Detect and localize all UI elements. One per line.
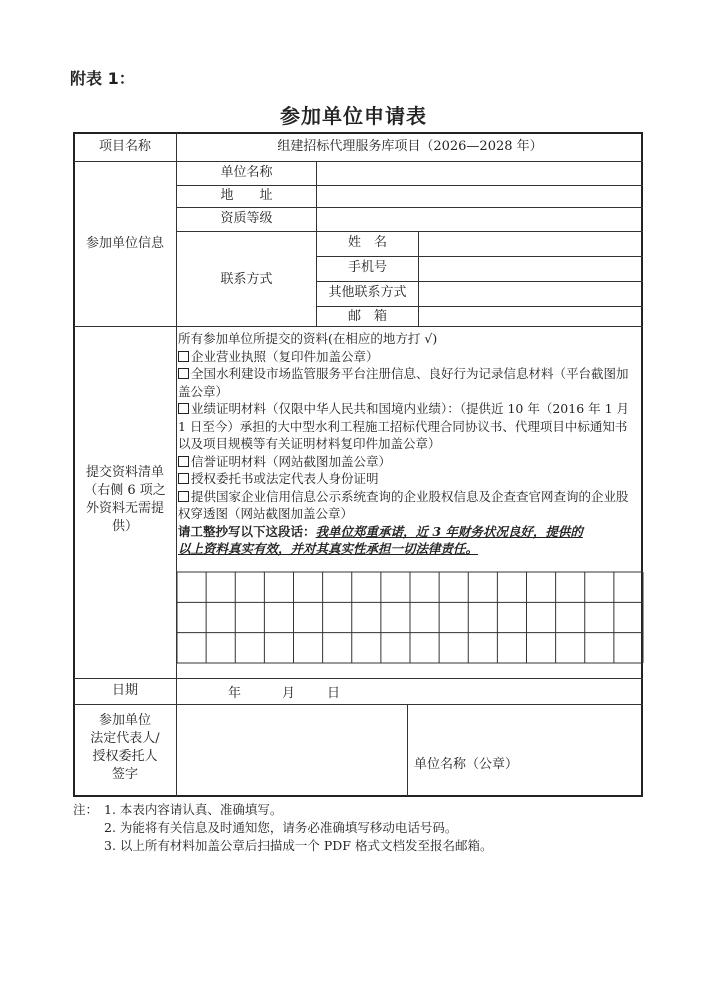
checkbox-icon[interactable] [178,368,189,379]
row-divider [74,704,643,705]
checkbox-icon[interactable] [178,491,189,502]
project-name-value: 组建招标代理服务库项目（2026—2028 年） [277,139,543,154]
form-title: 参加单位申请表 [280,104,427,128]
material-item[interactable]: 提供国家企业信用信息公示系统查询的企业股权信息及企查查官网查询的企业股权穿透图（网站截图加盖公章） [178,488,629,521]
material-item[interactable]: 业绩证明材料（仅限中华人民共和国境内业绩）：（提供近 10 年（2016 年 1 月 1 日至今）承担的大中型水利工程施工招标代理合同协议书、代理项目中标通知书以及项目规模等有关证明材料复印件加盖公章） [178,401,630,451]
address-label: 地 址 [220,188,273,203]
row-divider [74,678,643,679]
seal-label: 单位名称（公章） [414,757,519,772]
note-item: 3. 以上所有材料加盖公章后扫描成一个 PDF 格式文档发至报名邮箱。 [104,838,493,853]
material-item[interactable]: 全国水利建设市场监管服务平台注册信息、良好行为记录信息材料（平台截图加盖公章） [178,366,629,399]
date-year[interactable]: 年 [228,686,242,701]
signer-label-line: 法定代表人/ [90,731,160,746]
notes-prefix: 注： [73,802,99,817]
column-divider [176,133,177,797]
copy-statement-continued: 以上资料真实有效，并对其真实性承担一切法律责任。 [178,541,479,556]
qualification-label: 资质等级 [220,211,273,226]
contact-email-label: 邮 箱 [347,309,387,324]
unit-name-label: 单位名称 [220,165,273,180]
handwriting-grid[interactable] [176,571,644,664]
row-divider [176,207,643,208]
column-divider [418,231,419,326]
materials-label-line: 外资料无需提 [85,501,164,516]
signer-label-line: 授权委托人 [92,749,158,764]
material-item[interactable]: 企业营业执照（复印件加盖公章） [178,348,638,366]
unit-info-label: 参加单位信息 [85,236,164,251]
row-divider [316,281,643,282]
signer-label-line: 参加单位 [98,713,151,728]
date-label: 日期 [111,683,138,698]
material-item[interactable]: 授权委托书或法定代表人身份证明 [178,470,638,488]
materials-list [178,330,638,558]
contact-name-label: 姓 名 [347,235,387,250]
date-month[interactable]: 月 [282,686,296,701]
materials-intro: 所有参加单位所提交的资料(在相应的地方打 √) [178,331,438,346]
row-divider [74,161,643,162]
material-item[interactable]: 信誉证明材料（网站截图加盖公章） [178,453,638,471]
contact-label: 联系方式 [220,272,273,287]
materials-label-line: （右侧 6 项之 [84,483,166,498]
materials-label-line: 提交资料清单 [85,465,164,480]
column-divider [407,704,408,796]
materials-label-line: 供） [111,519,138,534]
row-divider [74,326,643,327]
appendix-label: 附表 1： [70,69,135,88]
copy-statement: 请工整抄写以下这段话：我单位郑重承诺，近 3 年财务状况良好，提供的 [178,523,583,539]
row-divider [316,256,643,257]
contact-other-label: 其他联系方式 [328,285,407,300]
note-item: 1. 本表内容请认真、准确填写。 [104,802,283,817]
contact-mobile-label: 手机号 [347,260,387,275]
date-day[interactable]: 日 [327,686,341,701]
checkbox-icon[interactable] [178,473,189,484]
row-divider [316,306,643,307]
checkbox-icon[interactable] [178,351,189,362]
row-divider [176,231,643,232]
note-item: 2. 为能将有关信息及时通知您，请务必准确填写移动电话号码。 [104,820,458,835]
project-name-label: 项目名称 [98,139,151,154]
checkbox-icon[interactable] [178,456,189,467]
signer-label-line: 签字 [111,767,138,782]
checkbox-icon[interactable] [178,403,189,414]
row-divider [176,185,643,186]
